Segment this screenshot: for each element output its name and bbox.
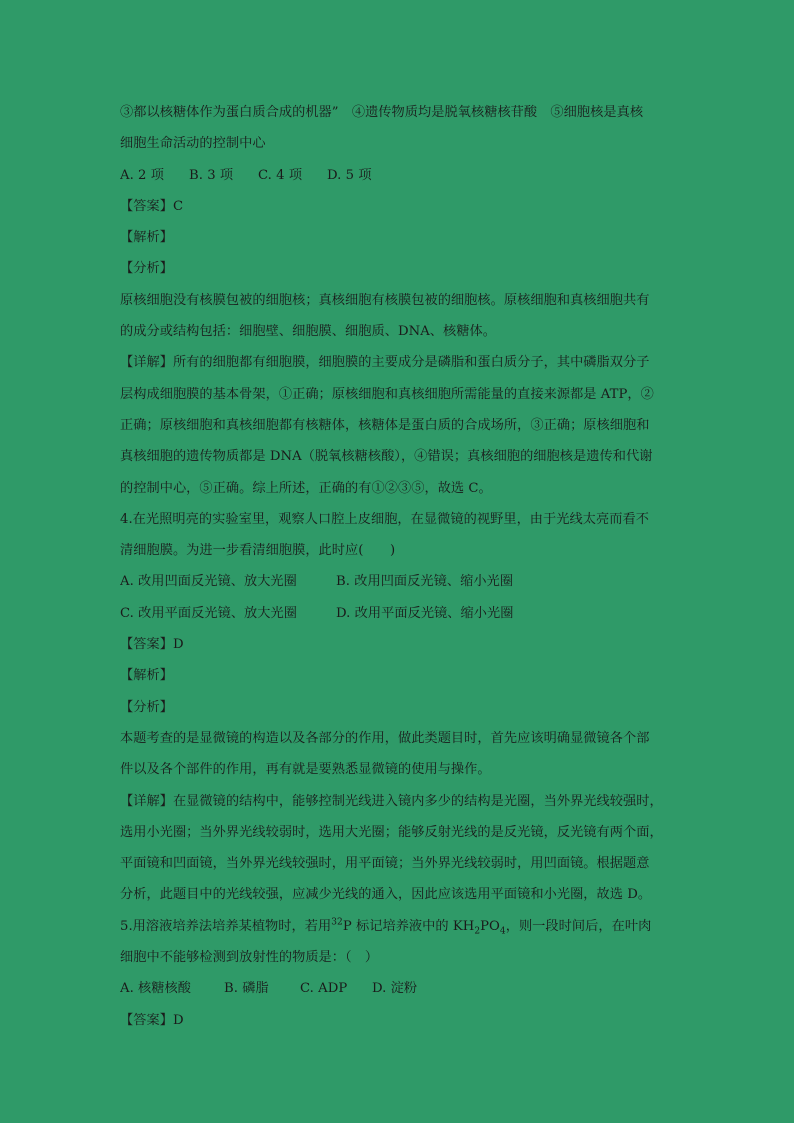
option-c: C. 改用平面反光镜、放大光圈 [120, 605, 298, 621]
option-a: A. 2 项 [120, 167, 164, 183]
answer-label: 【答案】C [120, 198, 184, 214]
text-line: 原核细胞没有核膜包被的细胞核；真核细胞有核膜包被的细胞核。原核细胞和真核细胞共有 [120, 292, 650, 308]
document-content [120, 97, 678, 1036]
analysis-sub-label: 【分析】 [120, 699, 173, 715]
q5-subscript: 4 [499, 926, 506, 937]
q5-text: 5.用溶液培养法培养某植物时，若用 [120, 918, 332, 934]
option-b: B. 改用凹面反光镜、缩小光圈 [336, 574, 514, 590]
options-q4-row1 [120, 566, 678, 597]
option-b: B. 3 项 [189, 167, 234, 183]
text-line: 清细胞膜。为进一步看清细胞膜，此时应( ) [120, 543, 396, 559]
text-line: 正确；原核细胞和真核细胞都有核糖体，核糖体是蛋白质的合成场所，③正确；原核细胞和 [120, 417, 650, 433]
option-d: D. 5 项 [327, 167, 372, 183]
q5-text: PO [480, 918, 500, 934]
option-d: D. 淀粉 [372, 981, 418, 997]
text-line: ③都以核糖体作为蛋白质合成的机器” ④遗传物质均是脱氧核糖核苷酸 ⑤细胞核是真核 [120, 105, 644, 120]
q5-text: P 标记培养液中的 KH [342, 918, 475, 934]
text-line: 细胞生命活动的控制中心 [120, 136, 266, 152]
analysis-label: 【解析】 [120, 230, 173, 246]
text-line: 选用小光圈；当外界光线较弱时，选用大光圈；能够反射光线的是反光镜，反光镜有两个面， [120, 824, 663, 840]
text-line: 细胞中不能够检测到放射性的物质是：（ ） [120, 950, 379, 966]
text-line: 分析，此题目中的光线较强，应减少光线的通入，因此应该选用平面镜和小光圈，故选 D。 [120, 887, 652, 903]
text-line: 真核细胞的遗传物质都是 DNA（脱氧核糖核酸），④错误；真核细胞的细胞核是遗传和代谢 [120, 449, 653, 465]
options-q3 [120, 160, 678, 191]
options-q4-row2 [120, 598, 678, 629]
answer-label: 【答案】D [120, 637, 184, 653]
text-line: 的控制中心，⑤正确。综上所述，正确的有①②③⑤，故选 C。 [120, 480, 492, 496]
text-line: 平面镜和凹面镜，当外界光线较强时，用平面镜；当外界光线较弱时，用凹面镜。根据题意 [120, 856, 650, 872]
question-4: 4.在光照明亮的实验室里，观察人口腔上皮细胞，在显微镜的视野里，由于光线太亮而看不 [120, 511, 649, 527]
q5-subscript: 2 [474, 926, 481, 937]
option-d: D. 改用平面反光镜、缩小光圈 [336, 605, 514, 621]
text-line: 件以及各个部件的作用，再有就是要熟悉显微镜的使用与操作。 [120, 762, 491, 778]
option-c: C. 4 项 [258, 167, 303, 183]
analysis-label: 【解析】 [120, 668, 173, 684]
question-5 [120, 911, 678, 942]
option-a: A. 改用凹面反光镜、放大光圈 [120, 574, 297, 590]
option-c: C. ADP [300, 981, 348, 997]
text-line: 本题考查的是显微镜的构造以及各部分的作用，做此类题目时，首先应该明确显微镜各个部 [120, 730, 650, 746]
text-line: 【详解】在显微镜的结构中，能够控制光线进入镜内多少的结构是光圈，当外界光线较强时， [120, 793, 663, 809]
q5-text: ，则一段时间后，在叶肉 [505, 918, 652, 934]
options-q5 [120, 973, 678, 1004]
q5-superscript: 32 [331, 917, 343, 928]
text-line: 【详解】所有的细胞都有细胞膜，细胞膜的主要成分是磷脂和蛋白质分子，其中磷脂双分子 [120, 355, 650, 371]
answer-label: 【答案】D [120, 1012, 184, 1028]
analysis-sub-label: 【分析】 [120, 261, 173, 277]
text-line: 层构成细胞膜的基本骨架，①正确；原核细胞和真核细胞所需能量的直接来源都是 ATP，② [120, 386, 654, 402]
text-line: 的成分或结构包括：细胞壁、细胞膜、细胞质、DNA、核糖体。 [120, 324, 496, 340]
option-b: B. 磷脂 [224, 981, 269, 997]
option-a: A. 核糖核酸 [120, 981, 192, 997]
